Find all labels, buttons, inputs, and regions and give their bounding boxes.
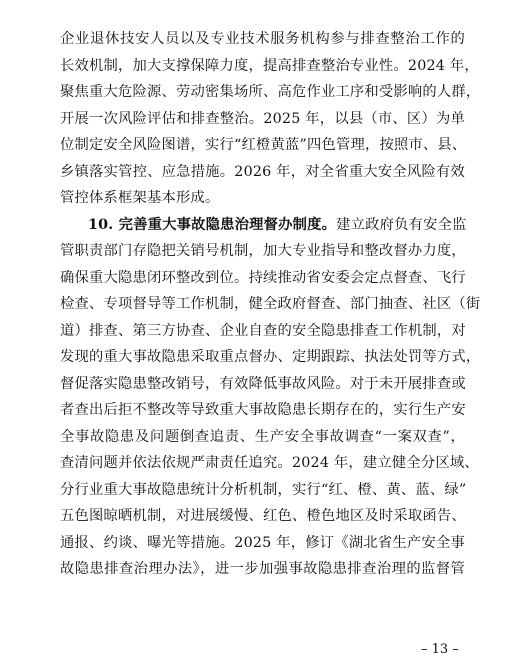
paragraph-line: 道）排查、第三方协查、企业自查的安全隐患排查工作机制，对 [60, 322, 466, 339]
paragraph-line: 故隐患排查治理办法》，进一步加强事故隐患排查治理的监督管 [60, 561, 465, 577]
paragraph-line: 管控体系框架基本形成。 [60, 190, 220, 206]
paragraph-line: 全事故隐患及问题倒查追责、生产安全事故调查“一案双查”， [60, 428, 465, 445]
section-first-line-text: 建立政府负有安全监 [336, 216, 467, 233]
paragraph-line: 开展一次风险评估和排查整治。2025 年，以县（市、区）为单 [60, 110, 465, 127]
page-number: – 13 – [421, 642, 459, 657]
paragraph-line: 聚焦重大危险源、劳动密集场所、高危作业工序和受影响的人群， [60, 84, 481, 100]
section-heading-line [60, 212, 465, 239]
body-text [60, 26, 481, 583]
paragraph-line: 五色图晾晒机制，对进展缓慢、红色、橙色地区及时采取函告、 [60, 508, 466, 524]
paragraph-line: 发现的重大事故隐患采取重点督办、定期跟踪、执法处罚等方式， [60, 349, 481, 365]
paragraph-line: 分行业重大事故隐患统计分析机制，实行“红、橙、黄、蓝、绿” [60, 481, 467, 498]
paragraph-line: 督促落实隐患整改销号，有效降低事故风险。对于未开展排查或 [60, 375, 466, 392]
paragraph-line: 长效机制，加大支撑保障力度，提高排查整治专业性。2024 年， [60, 57, 479, 74]
paragraph-line: 查清问题并依法依规严肃责任追究。2024 年，建立健全分区域、 [60, 455, 479, 471]
paragraph-line: 乡镇落实管控、应急措施。2026 年，对全省重大安全风险有效 [60, 163, 465, 180]
paragraph-line: 检查、专项督导等工作机制，健全政府督查、部门抽查、社区（街 [60, 296, 481, 312]
paragraph-line: 位制定安全风险图谱，实行“红橙黄蓝”四色管理，按照市、县、 [60, 137, 467, 153]
section-heading: 10. 完善重大事故隐患治理督办制度。 [88, 216, 337, 233]
paragraph-line: 管职责部门存隐把关销号机制，加大专业指导和整改督办力度， [60, 243, 466, 259]
paragraph-line: 者查出后拒不整改等导致重大事故隐患长期存在的，实行生产安 [60, 402, 466, 418]
paragraph-line: 企业退休技安人员以及专业技术服务机构参与排查整治工作的 [60, 31, 465, 47]
paragraph-line: 通报、约谈、曝光等措施。2025 年，修订《湖北省生产安全事 [60, 534, 465, 551]
paragraph-line: 确保重大隐患闭环整改到位。持续推动省安委会定点督查、飞行 [60, 269, 466, 286]
